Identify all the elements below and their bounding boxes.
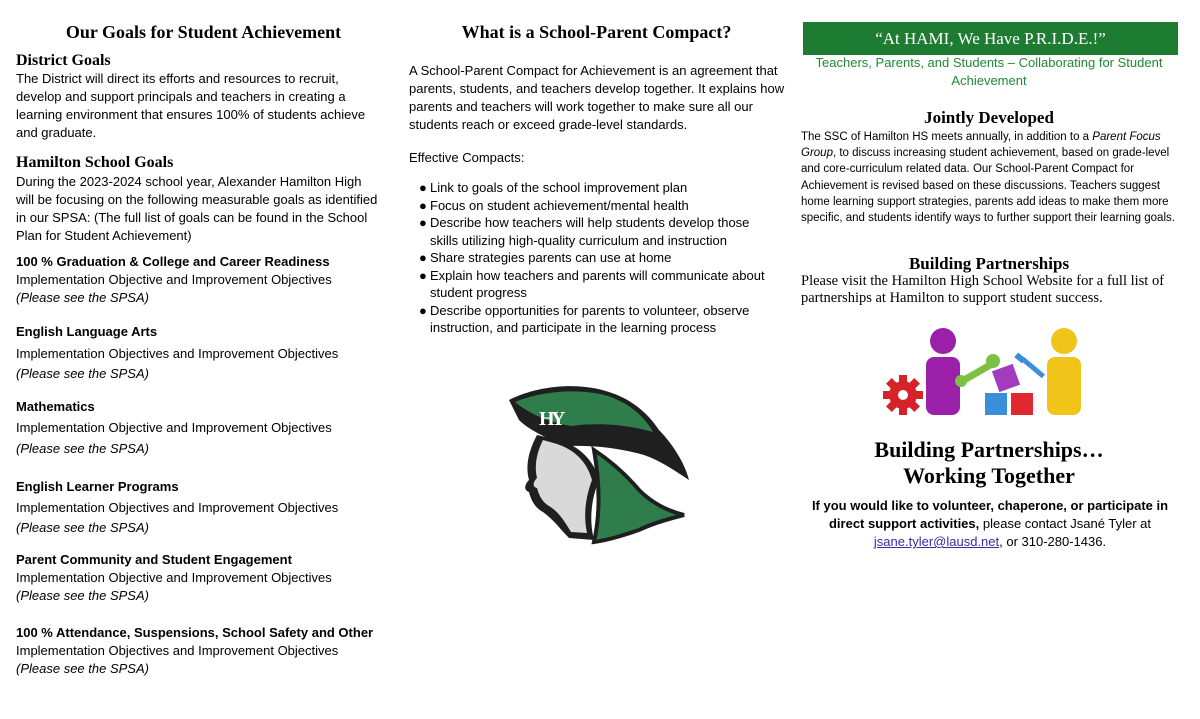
big-heading: Building Partnerships… Working Together <box>874 437 1104 488</box>
building-partnerships-heading: Building Partnerships <box>908 254 1070 273</box>
red-block-icon <box>1011 393 1033 415</box>
tagline: Teachers, Parents, and Students – Collaborating for Student Achievement <box>815 55 1163 88</box>
goal-note: (Please see the SPSA) <box>16 290 149 305</box>
goal-item <box>16 323 391 383</box>
person-icon <box>1047 328 1081 415</box>
effective-compacts-list <box>409 179 769 337</box>
list-item: ● Describe how teachers will help students develop those skills utilizing high-quality curriculum and instruction <box>419 215 750 248</box>
goal-desc: Implementation Objectives and Improvement Objectives <box>16 500 339 515</box>
goal-title: English Learner Programs <box>16 479 179 494</box>
goal-note: (Please see the SPSA) <box>16 661 149 676</box>
contact-text: If you would like to volunteer, chaperone, or participate in direct support activities, please contact Jsané Tyler at jsane.tyler@lausd.net, or 310-280-1436. <box>811 498 1169 549</box>
goal-note: (Please see the SPSA) <box>16 441 149 456</box>
partnership-illustration <box>881 325 1086 420</box>
goal-item <box>16 624 396 678</box>
goal-desc: Implementation Objective and Improvement Objectives <box>16 570 332 585</box>
list-item: ● Share strategies parents can use at home <box>419 250 672 265</box>
goal-item <box>16 253 391 307</box>
pride-banner: “At HAMI, We Have P.R.I.D.E.!” <box>803 22 1178 55</box>
district-goals-heading: District Goals <box>16 52 111 69</box>
district-goals-text: The District will direct its efforts and resources to recruit, develop and support principals and teachers in creating a learning environment that ensures 100% of students achieve and graduate. <box>16 71 366 140</box>
goal-desc: Implementation Objective and Improvement Objectives <box>16 272 332 287</box>
jointly-developed-heading: Jointly Developed <box>924 108 1054 127</box>
goal-note: (Please see the SPSA) <box>16 366 149 381</box>
compact-intro: A School-Parent Compact for Achievement is an agreement that parents, students, and teachers develop together. It explains how parents and teachers will work together to make sure all our students reach or exceed grade-level standards. <box>409 63 785 132</box>
goal-desc: Implementation Objectives and Improvement Objectives <box>16 346 339 361</box>
hat-monogram: H <box>539 408 555 430</box>
hamilton-goals-heading: Hamilton School Goals <box>16 154 174 171</box>
goal-title: Parent Community and Student Engagement <box>16 552 292 567</box>
goal-item <box>16 398 391 458</box>
goal-title: 100 % Graduation & College and Career Readiness <box>16 254 330 269</box>
goal-item <box>16 551 391 605</box>
list-item: ● Link to goals of the school improvement plan <box>419 180 688 195</box>
patriot-mascot-logo <box>499 380 699 550</box>
blue-block-icon <box>985 393 1007 415</box>
building-partnerships-text: Please visit the Hamilton High School Website for a full list of partnerships at Hamilton to support student success. <box>801 273 1165 306</box>
goal-item <box>16 478 391 537</box>
goal-title: English Language Arts <box>16 324 158 339</box>
effective-compacts-label: Effective Compacts: <box>409 150 525 165</box>
hamilton-goals-text: During the 2023-2024 school year, Alexander Hamilton High will be focusing on the following measurable goals as identified in our SPSA: (The full list of goals can be found in the School Plan for Student Achievement) <box>16 174 378 243</box>
list-item: ● Explain how teachers and parents will communicate about student progress <box>419 267 765 300</box>
svg-text:Y: Y <box>551 408 566 430</box>
goals-title: Our Goals for Student Achievement <box>65 22 342 42</box>
goal-desc: Implementation Objectives and Improvement Objectives <box>16 643 339 658</box>
email-link[interactable]: jsane.tyler@lausd.net <box>873 534 1000 549</box>
person-icon <box>926 328 960 415</box>
jointly-developed-text: The SSC of Hamilton HS meets annually, in addition to a Parent Focus Group, to discuss increasing student achievement, based on grade-level and core-curriculum related data. Our School-Parent Compact for Achievement is revised based on these discussions. Teachers suggest home learning support strategies, parents add ideas to make them more specific, and students identify ways to further support their learning goals. <box>801 131 1175 225</box>
goal-title: Mathematics <box>16 399 95 414</box>
goal-title: 100 % Attendance, Suspensions, School Safety and Other <box>16 625 374 640</box>
goal-note: (Please see the SPSA) <box>16 520 149 535</box>
list-item: ● Focus on student achievement/mental health <box>419 197 689 213</box>
compact-title: What is a School-Parent Compact? <box>461 22 732 42</box>
screwdriver-icon <box>1014 352 1045 378</box>
list-item: ● Describe opportunities for parents to volunteer, observe instruction, and participate in the learning process <box>419 302 750 335</box>
wrench-icon <box>955 354 1000 387</box>
gear-icon <box>883 375 923 415</box>
goal-note: (Please see the SPSA) <box>16 588 149 603</box>
goal-desc: Implementation Objective and Improvement Objectives <box>16 420 332 435</box>
purple-block-icon <box>992 364 1020 392</box>
